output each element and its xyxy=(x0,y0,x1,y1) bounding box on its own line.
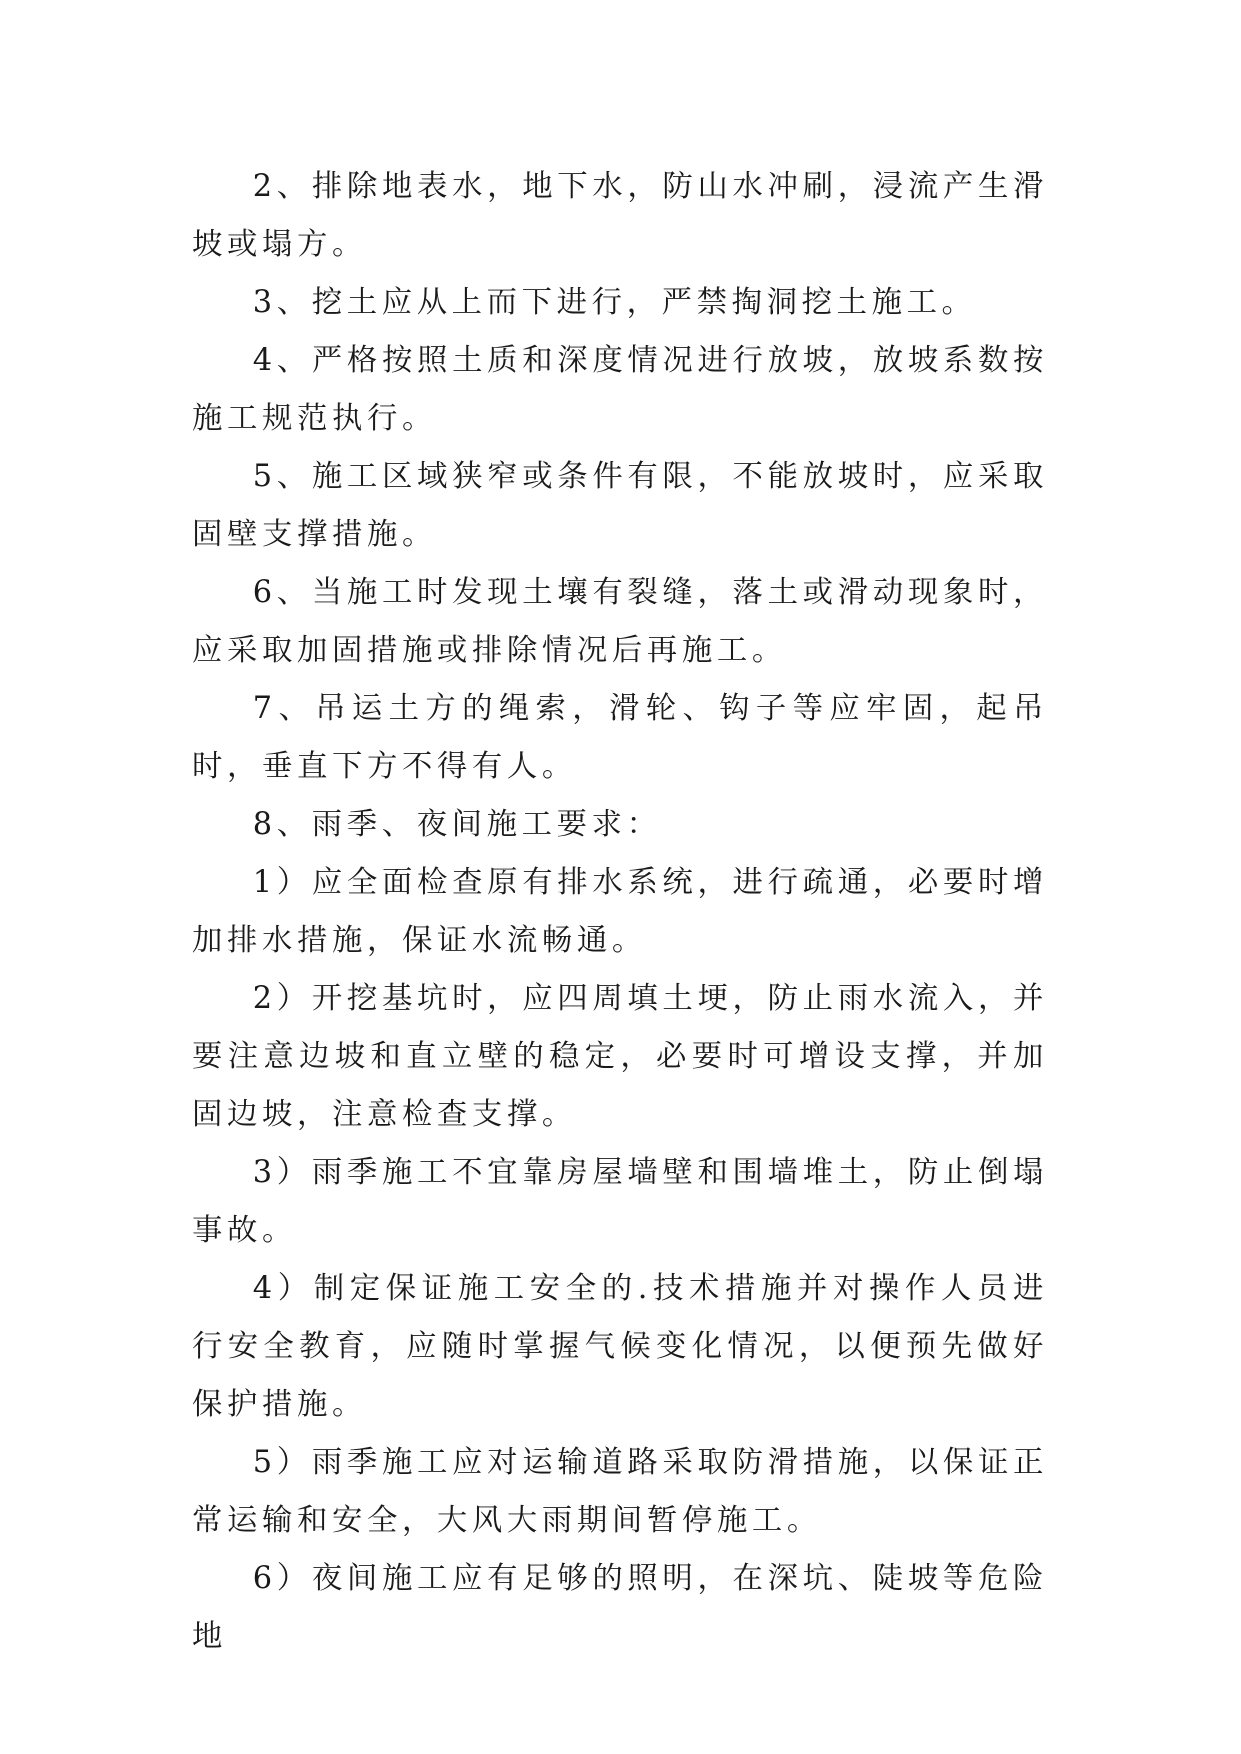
paragraph-cracks: 6、当施工时发现土壤有裂缝，落土或滑动现象时，应采取加固措施或排除情况后再施工。 xyxy=(192,575,1048,668)
paragraph-lifting: 7、吊运土方的绳索，滑轮、钩子等应牢固，起吊时，垂直下方不得有人。 xyxy=(192,691,1048,784)
paragraph-drainage: 2、排除地表水，地下水，防山水冲刷，浸流产生滑坡或塌方。 xyxy=(192,169,1048,262)
paragraph-excavation-order: 3、挖土应从上而下进行，严禁掏洞挖土施工。 xyxy=(252,285,977,320)
paragraph-safety-measures: 4）制定保证施工安全的.技术措施并对操作人员进行安全教育，应随时掌握气候变化情况，以便预先做好保护措施。 xyxy=(192,1271,1048,1422)
paragraph-no-piling: 3）雨季施工不宜靠房屋墙壁和围墙堆土，防止倒塌事故。 xyxy=(192,1155,1048,1248)
paragraph-support: 5、施工区域狭窄或条件有限，不能放坡时，应采取固壁支撑措施。 xyxy=(192,459,1048,552)
paragraph-road-safety: 5）雨季施工应对运输道路采取防滑措施，以保证正常运输和安全，大风大雨期间暂停施工。 xyxy=(192,1445,1048,1538)
paragraph-night-lighting: 6）夜间施工应有足够的照明，在深坑、陡坡等危险地 xyxy=(192,1561,1048,1654)
paragraph-slope: 4、严格按照土质和深度情况进行放坡，放坡系数按施工规范执行。 xyxy=(192,343,1048,436)
paragraph-drainage-system: 1）应全面检查原有排水系统，进行疏通，必要时增加排水措施，保证水流畅通。 xyxy=(192,865,1048,958)
paragraph-rain-night-heading: 8、雨季、夜间施工要求： xyxy=(252,807,662,842)
document-body xyxy=(192,158,1048,1666)
paragraph-pit-excavation: 2）开挖基坑时，应四周填土埂，防止雨水流入，并要注意边坡和直立壁的稳定，必要时可增设支撑，并加固边坡，注意检查支撑。 xyxy=(192,981,1048,1132)
